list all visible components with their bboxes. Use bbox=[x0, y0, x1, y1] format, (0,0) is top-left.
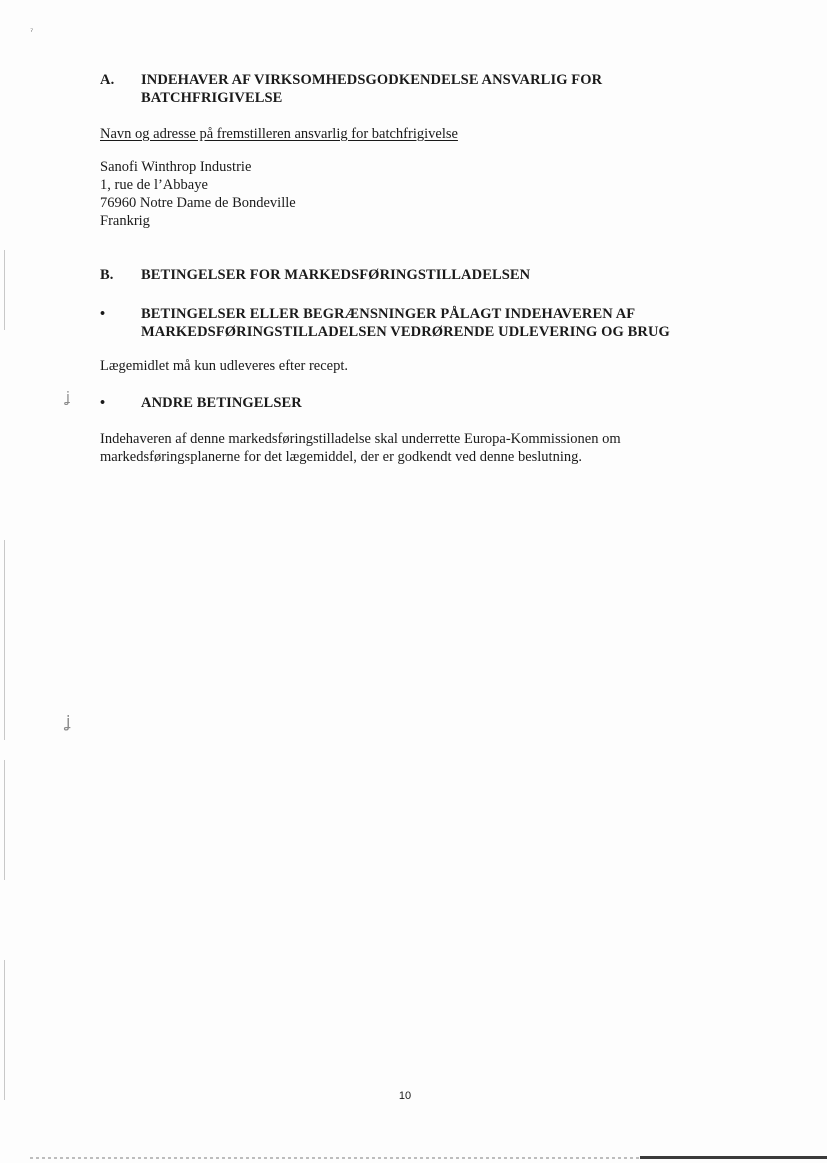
bullet-1-text: Lægemidlet må kun udleveres efter recept. bbox=[100, 358, 349, 374]
bullet-1-title-line1: BETINGELSER ELLER BEGRÆNSNINGER PÅLAGT INDEHAVEREN AF bbox=[141, 306, 636, 322]
scan-edge-line bbox=[4, 250, 5, 330]
scan-bracket-mark: ʝ bbox=[66, 390, 71, 406]
bullet-2-text-line1: Indehaveren af denne markedsføringstilladelse skal underrette Europa-Kommissionen om bbox=[100, 431, 621, 447]
page-number: 10 bbox=[398, 1090, 412, 1102]
scan-edge-line bbox=[4, 960, 5, 1100]
scan-edge-line bbox=[4, 540, 5, 740]
section-b-title: BETINGELSER FOR MARKEDSFØRINGSTILLADELSEN bbox=[141, 267, 531, 283]
bullet-2-text-line2: markedsføringsplanerne for det lægemiddel, der er godkendt ved denne beslutning. bbox=[100, 449, 582, 465]
scan-bottom-bar bbox=[640, 1156, 827, 1159]
bullet-2-text bbox=[100, 430, 621, 466]
manufacturer-label: Navn og adresse på fremstilleren ansvarlig for batchfrigivelse bbox=[100, 126, 458, 142]
address-line-country: Frankrig bbox=[100, 213, 150, 229]
section-a-marker: A. bbox=[100, 72, 115, 88]
address-line-street: 1, rue de l’Abbaye bbox=[100, 177, 208, 193]
scan-speck-mark: ˀ bbox=[30, 28, 34, 38]
bullet-1-title bbox=[141, 305, 670, 341]
manufacturer-address bbox=[100, 158, 296, 230]
section-a-title-line2: BATCHFRIGIVELSE bbox=[141, 90, 283, 106]
scan-edge-line bbox=[4, 760, 5, 880]
section-b-marker: B. bbox=[100, 267, 114, 283]
section-a-title bbox=[141, 71, 602, 107]
address-line-city: 76960 Notre Dame de Bondeville bbox=[100, 195, 296, 211]
bullet-1-title-line2: MARKEDSFØRINGSTILLADELSEN VEDRØRENDE UDLEVERING OG BRUG bbox=[141, 324, 670, 340]
address-line-company: Sanofi Winthrop Industrie bbox=[100, 159, 252, 175]
section-a-title-line1: INDEHAVER AF VIRKSOMHEDSGODKENDELSE ANSVARLIG FOR bbox=[141, 72, 603, 88]
bullet-2-title: ANDRE BETINGELSER bbox=[141, 395, 302, 411]
bullet-2-marker: • bbox=[100, 395, 106, 411]
bullet-1-marker: • bbox=[100, 306, 106, 322]
scan-bracket-mark: ʝ bbox=[66, 712, 71, 731]
